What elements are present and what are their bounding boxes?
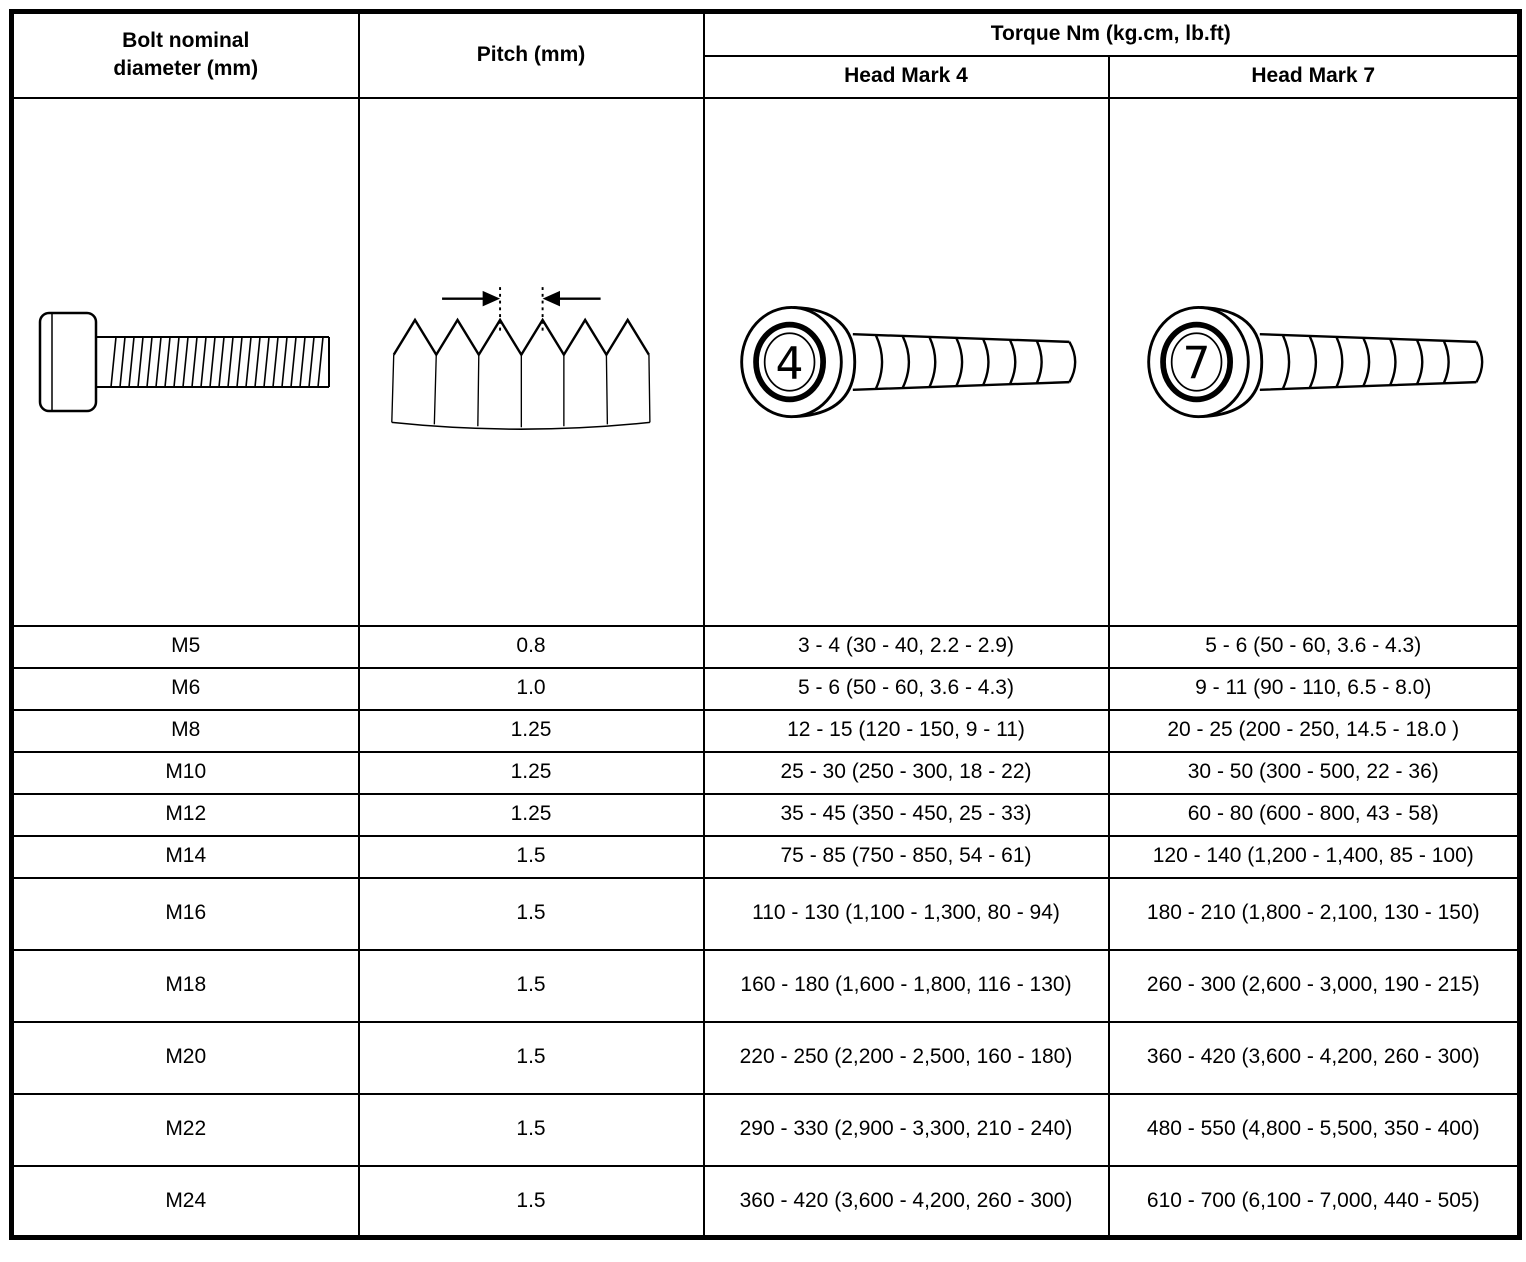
illustration-row	[12, 98, 1520, 626]
cell-torque-hm7: 260 - 300 (2,600 - 3,000, 190 - 215)	[1109, 950, 1520, 1022]
table-row	[12, 950, 1520, 1022]
col-header-bolt-diameter-label: Bolt nominal diameter (mm)	[113, 28, 259, 81]
cell-pitch: 1.5	[359, 878, 704, 950]
cell-torque-hm4: 290 - 330 (2,900 - 3,300, 210 - 240)	[704, 1094, 1109, 1166]
cell-pitch: 0.8	[359, 626, 704, 668]
cell-pitch: 1.25	[359, 710, 704, 752]
cell-bolt-diameter: M20	[12, 1022, 359, 1094]
table-row	[12, 878, 1520, 950]
cell-torque-hm7: 360 - 420 (3,600 - 4,200, 260 - 300)	[1109, 1022, 1520, 1094]
cell-pitch: 1.5	[359, 1022, 704, 1094]
cell-head-mark-7-illustration	[1109, 98, 1520, 626]
cell-bolt-diameter: M5	[12, 626, 359, 668]
cell-torque-hm7: 30 - 50 (300 - 500, 22 - 36)	[1109, 752, 1520, 794]
col-header-torque-group: Torque Nm (kg.cm, lb.ft)	[704, 12, 1520, 56]
head-mark-7-number: 7	[1182, 337, 1211, 389]
cell-bolt-diameter: M6	[12, 668, 359, 710]
cell-torque-hm7: 180 - 210 (1,800 - 2,100, 130 - 150)	[1109, 878, 1520, 950]
cell-torque-hm4: 35 - 45 (350 - 450, 25 - 33)	[704, 794, 1109, 836]
cell-pitch-illustration	[359, 98, 704, 626]
cell-torque-hm4: 160 - 180 (1,600 - 1,800, 116 - 130)	[704, 950, 1109, 1022]
head-mark-7-bolt-icon	[1141, 290, 1486, 434]
torque-spec-table	[9, 9, 1522, 1240]
cell-torque-hm4: 12 - 15 (120 - 150, 9 - 11)	[704, 710, 1109, 752]
cell-torque-hm7: 9 - 11 (90 - 110, 6.5 - 8.0)	[1109, 668, 1520, 710]
cell-bolt-diameter: M12	[12, 794, 359, 836]
col-header-bolt-diameter	[12, 12, 359, 98]
cell-torque-hm7: 5 - 6 (50 - 60, 3.6 - 4.3)	[1109, 626, 1520, 668]
head-mark-4-bolt-icon	[734, 290, 1079, 434]
cell-bolt-diameter: M10	[12, 752, 359, 794]
cell-bolt-diameter: M16	[12, 878, 359, 950]
cell-torque-hm7: 20 - 25 (200 - 250, 14.5 - 18.0 )	[1109, 710, 1520, 752]
head-mark-4-number: 4	[775, 337, 804, 389]
cell-torque-hm7: 60 - 80 (600 - 800, 43 - 58)	[1109, 794, 1520, 836]
cell-bolt-diameter: M14	[12, 836, 359, 878]
cell-pitch: 1.5	[359, 836, 704, 878]
cell-torque-hm4: 5 - 6 (50 - 60, 3.6 - 4.3)	[704, 668, 1109, 710]
col-header-head-mark-4: Head Mark 4	[704, 56, 1109, 98]
table-row	[12, 710, 1520, 752]
table-row	[12, 752, 1520, 794]
cell-bolt-diameter: M18	[12, 950, 359, 1022]
cell-bolt-diameter: M24	[12, 1166, 359, 1238]
cell-torque-hm7: 480 - 550 (4,800 - 5,500, 350 - 400)	[1109, 1094, 1520, 1166]
pitch-diagram-icon	[386, 279, 676, 444]
cell-pitch: 1.25	[359, 752, 704, 794]
cell-torque-hm4: 3 - 4 (30 - 40, 2.2 - 2.9)	[704, 626, 1109, 668]
table-row	[12, 794, 1520, 836]
cell-bolt-diameter: M22	[12, 1094, 359, 1166]
col-header-head-mark-7: Head Mark 7	[1109, 56, 1520, 98]
cell-torque-hm7: 120 - 140 (1,200 - 1,400, 85 - 100)	[1109, 836, 1520, 878]
cell-pitch: 1.25	[359, 794, 704, 836]
cell-torque-hm4: 220 - 250 (2,200 - 2,500, 160 - 180)	[704, 1022, 1109, 1094]
bolt-side-icon	[36, 307, 336, 417]
cell-pitch: 1.5	[359, 1166, 704, 1238]
table-row	[12, 626, 1520, 668]
col-header-pitch: Pitch (mm)	[359, 12, 704, 98]
table-row	[12, 1166, 1520, 1238]
cell-bolt-diameter: M8	[12, 710, 359, 752]
cell-torque-hm4: 25 - 30 (250 - 300, 18 - 22)	[704, 752, 1109, 794]
cell-pitch: 1.0	[359, 668, 704, 710]
table-row	[12, 1022, 1520, 1094]
cell-head-mark-4-illustration	[704, 98, 1109, 626]
cell-pitch: 1.5	[359, 950, 704, 1022]
cell-torque-hm4: 360 - 420 (3,600 - 4,200, 260 - 300)	[704, 1166, 1109, 1238]
table-row	[12, 836, 1520, 878]
cell-torque-hm7: 610 - 700 (6,100 - 7,000, 440 - 505)	[1109, 1166, 1520, 1238]
cell-torque-hm4: 75 - 85 (750 - 850, 54 - 61)	[704, 836, 1109, 878]
cell-pitch: 1.5	[359, 1094, 704, 1166]
table-row	[12, 668, 1520, 710]
cell-torque-hm4: 110 - 130 (1,100 - 1,300, 80 - 94)	[704, 878, 1109, 950]
cell-bolt-side-illustration	[12, 98, 359, 626]
table-row	[12, 1094, 1520, 1166]
